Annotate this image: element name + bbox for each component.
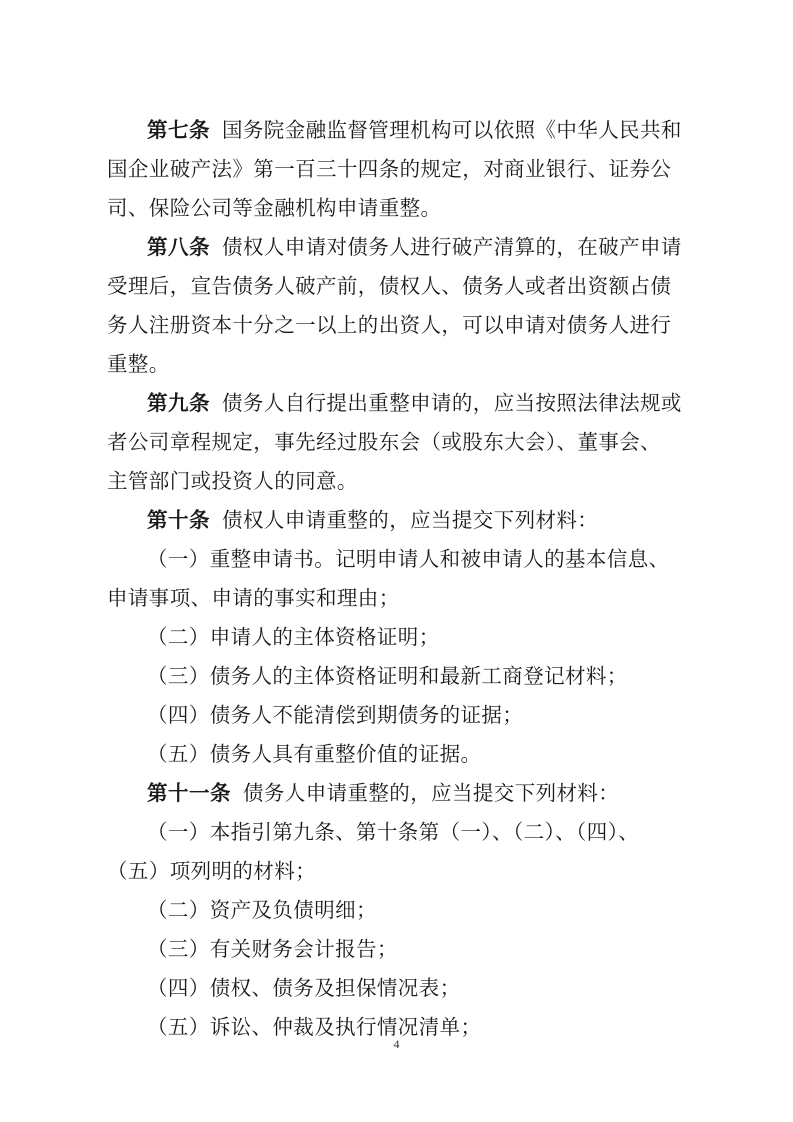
article-10-line-1 [0, 501, 793, 539]
article-10-item [0, 618, 793, 656]
article-8-line-2 [0, 267, 793, 305]
list-item: （五）项列明的材料； [107, 859, 316, 883]
page-number: 4 [393, 1037, 400, 1051]
article-11-line-1 [0, 774, 793, 812]
article-8-text: 重整。 [107, 352, 170, 376]
article-10-item [0, 696, 793, 734]
article-10-item [0, 540, 793, 578]
list-item: （一）重整申请书。记明申请人和被申请人的基本信息、 [147, 547, 670, 571]
article-10-heading: 第十条 [147, 508, 210, 532]
article-10-item [0, 657, 793, 695]
article-7-text: 国企业破产法》第一百三十四条的规定，对商业银行、证券公 [107, 157, 672, 181]
article-9-line-3 [0, 462, 793, 500]
article-7-text: 国务院金融监督管理机构可以依照《中华人民共和 [222, 118, 682, 142]
article-8-heading: 第八条 [147, 235, 210, 259]
list-item: （二）资产及负债明细； [147, 898, 377, 922]
article-9-text: 者公司章程规定，事先经过股东会（或股东大会）、董事会、 [107, 430, 662, 454]
article-11-item [0, 852, 793, 890]
article-8-line-1 [0, 228, 793, 266]
article-11-text: 债务人申请重整的，应当提交下列材料： [243, 781, 620, 805]
article-7-line-1 [0, 111, 793, 149]
list-item: （五）诉讼、仲裁及执行情况清单； [147, 1015, 482, 1039]
article-9-line-1 [0, 384, 793, 422]
article-8-text: 务人注册资本十分之一以上的出资人，可以申请对债务人进行 [107, 313, 672, 337]
article-10-item [0, 579, 793, 617]
article-9-text: 债务人自行提出重整申请的，应当按照法律法规或 [222, 391, 682, 415]
article-9-heading: 第九条 [147, 391, 210, 415]
article-7-text: 司、保险公司等金融机构申请重整。 [107, 196, 442, 220]
list-item: 申请事项、申请的事实和理由； [107, 586, 400, 610]
list-item: （二）申请人的主体资格证明； [147, 625, 440, 649]
article-11-item [0, 813, 793, 851]
article-7-heading: 第七条 [147, 118, 210, 142]
article-10-item [0, 735, 793, 773]
article-8-text: 受理后，宣告债务人破产前，债权人、债务人或者出资额占债 [107, 274, 672, 298]
list-item: （三）有关财务会计报告； [147, 937, 398, 961]
article-11-item [0, 930, 793, 968]
article-11-item [0, 969, 793, 1007]
article-8-text: 债权人申请对债务人进行破产清算的，在破产申请 [222, 235, 682, 259]
article-7-line-3 [0, 189, 793, 227]
list-item: （三）债务人的主体资格证明和最新工商登记材料； [147, 664, 628, 688]
article-10-text: 债权人申请重整的，应当提交下列材料： [222, 508, 599, 532]
list-item: （四）债权、债务及担保情况表； [147, 976, 461, 1000]
article-7-line-2 [0, 150, 793, 188]
article-8-line-4 [0, 345, 793, 383]
list-item: （五）债务人具有重整价值的证据。 [147, 742, 482, 766]
list-item: （四）债务人不能清偿到期债务的证据； [147, 703, 524, 727]
article-11-heading: 第十一条 [147, 781, 231, 805]
article-9-line-2 [0, 423, 793, 461]
article-9-text: 主管部门或投资人的同意。 [107, 469, 358, 493]
article-11-item [0, 891, 793, 929]
article-8-line-3 [0, 306, 793, 344]
list-item: （一）本指引第九条、第十条第（一）、（二）、（四）、 [147, 820, 640, 844]
